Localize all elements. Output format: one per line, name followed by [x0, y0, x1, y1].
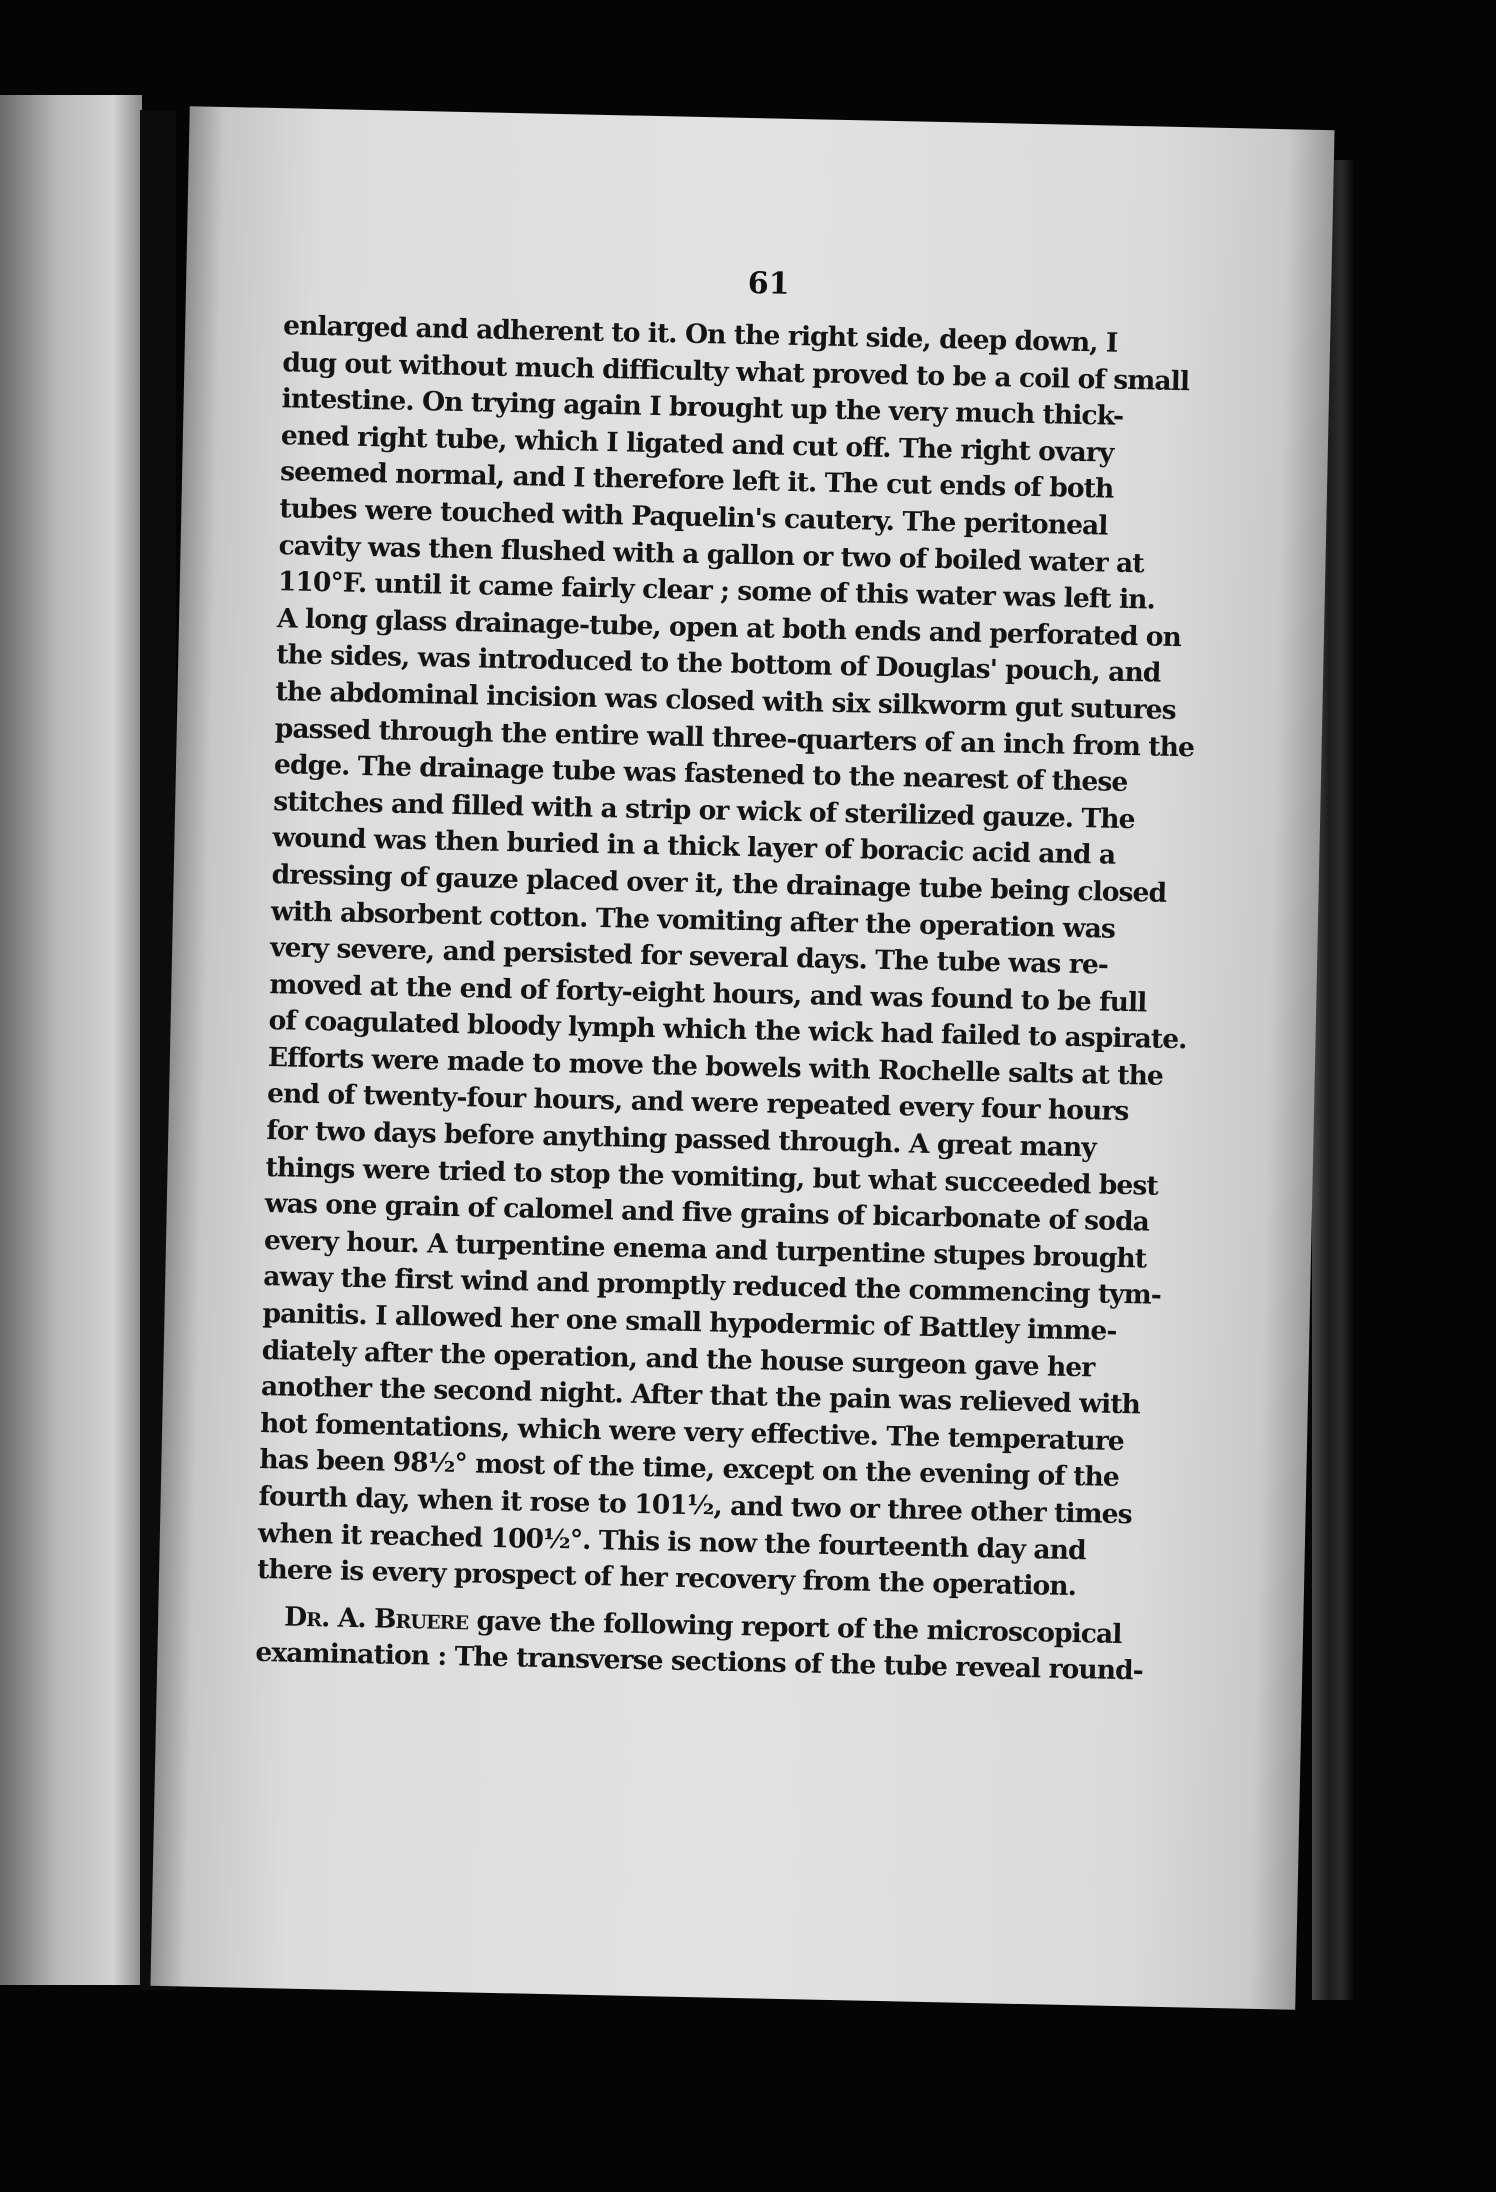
text-line: intestine. On trying again I brought up the very much thick- — [281, 383, 1124, 433]
text-line: with absorbent cotton. The vomiting after the operation was — [270, 895, 1116, 945]
text-line: every hour. A turpentine enema and turpentine stupes brought — [263, 1224, 1147, 1275]
text-line: for two days before anything passed through. A great many — [266, 1115, 1097, 1164]
body-text — [255, 308, 1195, 1689]
text-line: the abdominal incision was closed with six silkworm gut sutures — [275, 676, 1177, 726]
text-line: another the second night. After that the pain was relieved with — [260, 1371, 1141, 1421]
text-line: hot fomentations, which were very effective. The temperature — [259, 1407, 1125, 1457]
text-line: tubes were touched with Paquelin's cautery. The peritoneal — [279, 493, 1108, 542]
paragraph-2-line-1-text: gave the following report of the microscopical — [476, 1605, 1122, 1650]
speaker-name: Dr. A. Bruere — [283, 1601, 469, 1637]
text-line: panitis. I allowed her one small hypodermic of Battley imme- — [262, 1298, 1117, 1347]
text-line: of coagulated bloody lymph which the wick had failed to aspirate. — [268, 1005, 1187, 1056]
text-line: A long glass drainage-tube, open at both ends and perforated on — [276, 602, 1182, 653]
text-line: passed through the entire wall three-quarters of an inch from the — [274, 712, 1195, 763]
text-line: edge. The drainage tube was fastened to the nearest of these — [273, 749, 1128, 799]
text-line: away the first wind and promptly reduced the commencing tym- — [262, 1261, 1162, 1312]
text-line: dug out without much difficulty what proved to be a coil of small — [282, 346, 1190, 397]
paragraph-1 — [256, 308, 1195, 1606]
facing-page-edge — [0, 95, 142, 1985]
text-line: Efforts were made to move the bowels with Rochelle salts at the — [267, 1041, 1164, 1092]
text-line: fourth day, when it rose to 101½, and two or three other times — [258, 1480, 1133, 1531]
text-line: when it reached 100½°. This is now the fourteenth day and — [257, 1517, 1086, 1566]
text-line: there is every prospect of her recovery from the operation. — [256, 1554, 1077, 1603]
text-line: things were tried to stop the vomiting, but what succeeded best — [265, 1151, 1159, 1202]
paragraph-2-line-2: examination : The transverse sections of the tube reveal round- — [255, 1637, 1144, 1687]
text-line: 110°F. until it came fairly clear ; some of this water was left in. — [277, 566, 1156, 616]
text-line: seemed normal, and I therefore left it. The cut ends of both — [279, 456, 1114, 506]
text-line: enlarged and adherent to it. On the right side, deep down, I — [282, 310, 1118, 359]
text-line: diately after the operation, and the house surgeon gave her — [261, 1334, 1095, 1384]
text-line: very severe, and persisted for several days. The tube was re- — [269, 932, 1109, 981]
text-line: end of twenty-four hours, and were repeated every four hours — [266, 1078, 1129, 1128]
text-line: has been 98½° most of the time, except on the evening of the — [259, 1444, 1120, 1494]
book-page — [150, 106, 1334, 2010]
text-line: dressing of gauze placed over it, the drainage tube being closed — [271, 859, 1167, 909]
text-line: ened right tube, which I ligated and cut off. The right ovary — [280, 419, 1114, 469]
text-line: was one grain of calomel and five grains of bicarbonate of soda — [264, 1188, 1150, 1238]
page-number: 61 — [747, 265, 790, 302]
text-line: stitches and filled with a strip or wick of sterilized gauze. The — [272, 785, 1135, 835]
text-line: wound was then buried in a thick layer of boracic acid and a — [272, 822, 1116, 872]
text-line: moved at the end of forty-eight hours, and was found to be full — [269, 968, 1147, 1019]
text-line: the sides, was introduced to the bottom of Douglas' pouch, and — [276, 639, 1161, 690]
text-line: cavity was then flushed with a gallon or two of boiled water at — [278, 529, 1145, 579]
